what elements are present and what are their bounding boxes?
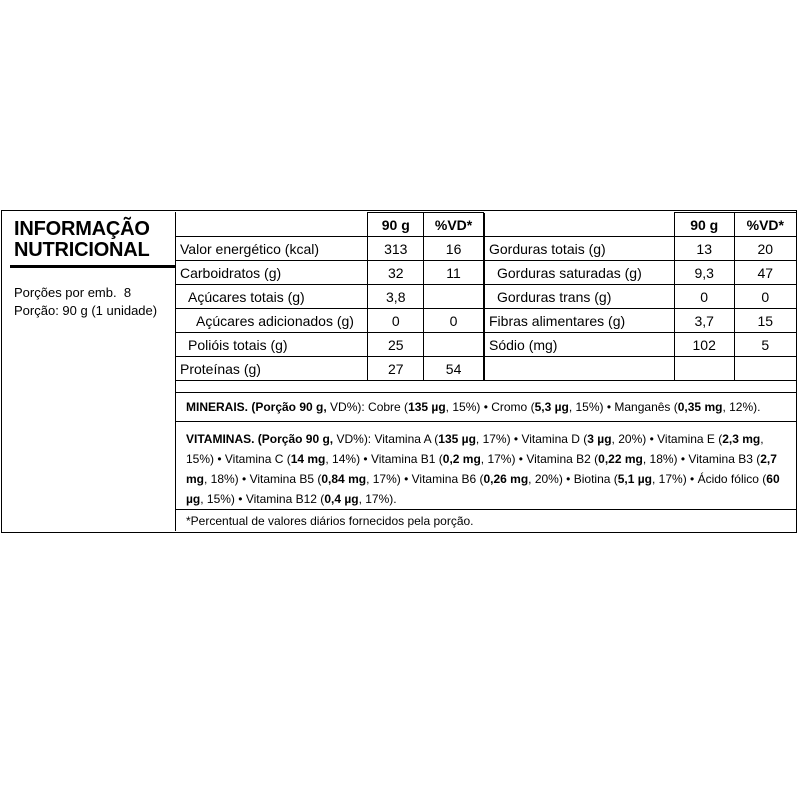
vitamin-text: , 20%) • <box>528 472 574 486</box>
table-row <box>176 237 484 261</box>
vitamin-text: Vitamina B1 ( <box>370 452 443 466</box>
table-row <box>485 261 797 285</box>
vitamin-text: , 18%) • <box>642 452 689 466</box>
title-line-1: INFORMAÇÃO <box>14 218 150 240</box>
nutrient-vd: 11 <box>424 261 484 285</box>
vitamin-amount: 0,22 mg <box>598 452 643 466</box>
nutrient-name: Valor energético (kcal) <box>176 237 368 261</box>
header-90g: 90 g <box>674 213 734 237</box>
table-row <box>485 285 797 309</box>
table-row <box>176 309 484 333</box>
nutrient-name: Fibras alimentares (g) <box>485 309 675 333</box>
nutrient-vd <box>424 285 484 309</box>
vitamin-amount: 0,26 mg <box>483 472 529 486</box>
servings-info <box>14 284 157 320</box>
vitamin-text: , 20%) • <box>611 432 658 446</box>
nutrient-amount: 313 <box>368 237 424 261</box>
nutrient-amount: 9,3 <box>674 261 734 285</box>
vitamin-text: Vitamina B6 ( <box>411 472 484 486</box>
vitamin-amount: 60 µg <box>186 472 780 506</box>
vitamin-amount: 2,7 mg <box>186 452 777 486</box>
nutrient-name: Gorduras trans (g) <box>485 285 675 309</box>
nutrient-amount: 25 <box>368 333 424 357</box>
nutrient-amount: 0 <box>368 309 424 333</box>
manganes-amount: 0,35 mg <box>677 400 723 414</box>
table-row <box>485 309 797 333</box>
vitamin-text: Vitamina E ( <box>657 432 723 446</box>
minerals-text: , 15%) • Manganês ( <box>568 400 678 414</box>
nutrient-amount: 0 <box>674 285 734 309</box>
vitamin-text: , 17%) • <box>366 472 412 486</box>
nutrient-vd: 15 <box>734 309 796 333</box>
table-header-row <box>176 213 484 237</box>
table-header-row <box>485 213 797 237</box>
vitamin-text: Vitamina B2 ( <box>526 452 599 466</box>
nutrient-name: Açúcares totais (g) <box>176 285 368 309</box>
nutrient-amount: 32 <box>368 261 424 285</box>
nutrient-amount: 3,8 <box>368 285 424 309</box>
nutrients-table-right <box>484 212 796 381</box>
vitamin-amount: 0,4 µg <box>324 492 359 506</box>
vitamin-text: Vitamina B5 ( <box>249 472 322 486</box>
header-vd: %VD* <box>734 213 796 237</box>
table-row <box>176 357 484 381</box>
label-title <box>14 219 150 261</box>
vitamin-text: Ácido fólico ( <box>697 472 767 486</box>
nutrient-name: Açúcares adicionados (g) <box>176 309 368 333</box>
vitamins-section <box>176 424 796 510</box>
vitamins-label: VITAMINAS. (Porção 90 g, <box>186 432 334 446</box>
table-row <box>485 333 797 357</box>
nutrient-name: Gorduras saturadas (g) <box>485 261 675 285</box>
vitamin-text: Vitamina D ( <box>521 432 588 446</box>
vitamin-text: , 17%) • <box>480 452 527 466</box>
vitamin-amount: 3 µg <box>587 432 612 446</box>
title-line-2: NUTRICIONAL <box>14 239 150 261</box>
header-90g: 90 g <box>368 213 424 237</box>
vitamin-text: , 15%) • <box>186 432 764 466</box>
nutrient-vd: 0 <box>734 285 796 309</box>
minerals-section <box>176 392 796 422</box>
table-row <box>176 333 484 357</box>
header-blank-cell <box>485 213 675 237</box>
nutrient-vd <box>734 357 796 381</box>
vitamin-text: Biotina ( <box>573 472 618 486</box>
vitamin-text: , 17%) • <box>652 472 698 486</box>
nutrient-amount: 3,7 <box>674 309 734 333</box>
vitamin-text: VD%): Vitamina A ( <box>333 432 439 446</box>
vitamin-text: , 18%) • <box>204 472 250 486</box>
vitamin-text: Vitamina B12 ( <box>245 492 325 506</box>
nutrient-vd: 54 <box>424 357 484 381</box>
nutrient-name: Carboidratos (g) <box>176 261 368 285</box>
vitamin-text: Vitamina B3 ( <box>688 452 761 466</box>
nutrient-name: Sódio (mg) <box>485 333 675 357</box>
vitamin-amount: 0,84 mg <box>321 472 367 486</box>
table-row <box>176 261 484 285</box>
nutrient-vd <box>424 333 484 357</box>
minerals-text: , 15%) • Cromo ( <box>445 400 535 414</box>
nutrient-name <box>485 357 675 381</box>
cobre-amount: 135 µg <box>408 400 446 414</box>
nutrient-name: Polióis totais (g) <box>176 333 368 357</box>
nutrient-name: Proteínas (g) <box>176 357 368 381</box>
table-row <box>485 357 797 381</box>
nutrient-vd: 0 <box>424 309 484 333</box>
nutrient-vd: 16 <box>424 237 484 261</box>
nutrient-name: Gorduras totais (g) <box>485 237 675 261</box>
nutrient-vd: 20 <box>734 237 796 261</box>
cromo-amount: 5,3 µg <box>534 400 569 414</box>
footnote: *Percentual de valores diários fornecidos pela porção. <box>186 514 474 528</box>
vitamin-text: Vitamina C ( <box>224 452 291 466</box>
vitamin-amount: 0,2 mg <box>442 452 481 466</box>
vitamin-amount: 14 mg <box>290 452 326 466</box>
vitamin-text: , 14%) • <box>325 452 371 466</box>
vitamin-amount: 135 µg <box>438 432 476 446</box>
nutrient-vd: 47 <box>734 261 796 285</box>
nutrient-amount: 102 <box>674 333 734 357</box>
minerals-text: , 12%). <box>722 400 761 414</box>
vitamin-text: , 17%) • <box>475 432 522 446</box>
vitamin-amount: 2,3 mg <box>722 432 761 446</box>
nutrients-table-left <box>176 212 484 381</box>
table-row <box>485 237 797 261</box>
header-vd: %VD* <box>424 213 484 237</box>
servings-per-package: Porções por emb. 8 <box>14 285 132 300</box>
nutrient-amount: 27 <box>368 357 424 381</box>
vitamin-text: , 17%). <box>358 492 397 506</box>
serving-size: Porção: 90 g (1 unidade) <box>14 303 158 318</box>
nutrient-amount <box>674 357 734 381</box>
nutrient-amount: 13 <box>674 237 734 261</box>
minerals-text: VD%): Cobre ( <box>326 400 409 414</box>
header-blank-cell <box>176 213 368 237</box>
title-rule <box>10 265 175 268</box>
vitamin-amount: 5,1 µg <box>617 472 653 486</box>
minerals-label: MINERAIS. (Porção 90 g, <box>186 400 327 414</box>
table-row <box>176 285 484 309</box>
vitamin-text: , 15%) • <box>200 492 246 506</box>
nutrient-vd: 5 <box>734 333 796 357</box>
